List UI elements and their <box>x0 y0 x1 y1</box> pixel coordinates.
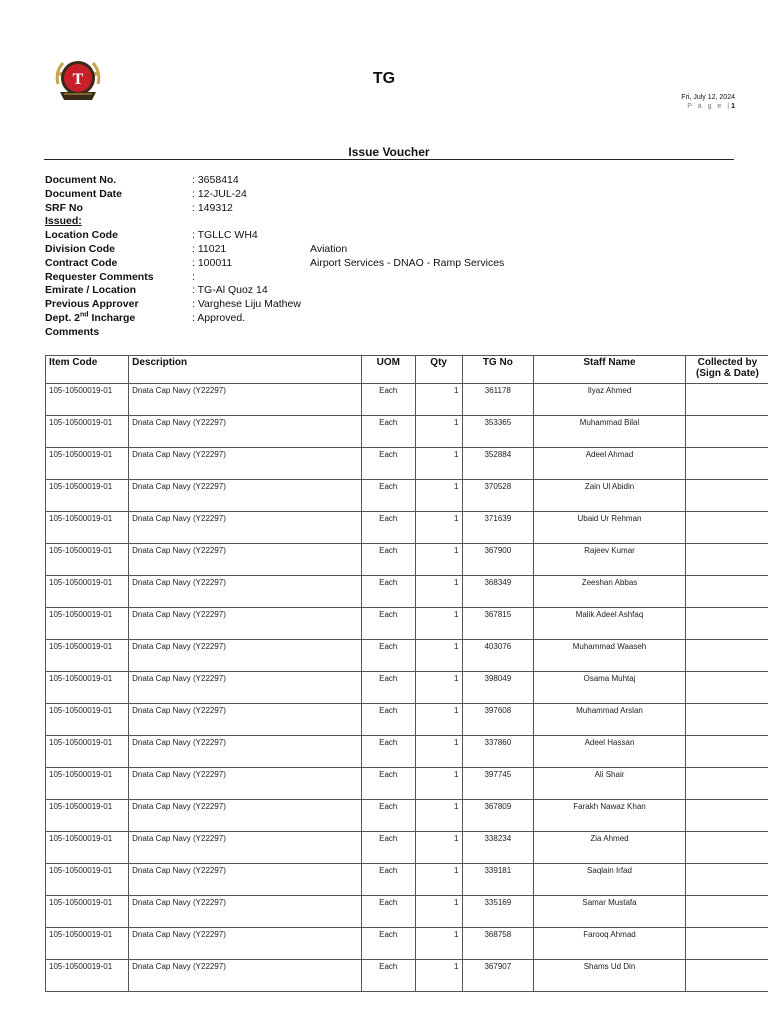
field-label: Comments <box>45 325 100 338</box>
cell-uom: Each <box>361 512 415 544</box>
title-divider <box>44 159 734 160</box>
table-row <box>46 736 768 768</box>
cell-uom: Each <box>361 704 415 736</box>
cell-qty: 1 <box>415 928 462 960</box>
cell-description: Dnata Cap Navy (Y22297) <box>129 608 362 640</box>
table-row <box>46 512 768 544</box>
cell-collected-by <box>685 640 768 672</box>
document-fields <box>45 174 735 340</box>
cell-item-code: 105-10500019-01 <box>46 960 129 992</box>
cell-tg-no: 338234 <box>462 832 534 864</box>
cell-qty: 1 <box>415 768 462 800</box>
header-description: Description <box>129 356 362 384</box>
cell-qty: 1 <box>415 736 462 768</box>
cell-item-code: 105-10500019-01 <box>46 704 129 736</box>
cell-tg-no: 339181 <box>462 864 534 896</box>
header-tg-no: TG No <box>462 356 534 384</box>
print-date: Fri, July 12, 2024 <box>681 94 735 101</box>
label-superscript: nd <box>80 311 89 319</box>
field-value: : Varghese Liju Mathew <box>192 298 301 311</box>
cell-staff-name: Ilyaz Ahmed <box>534 384 686 416</box>
cell-staff-name: Adeel Hassan <box>534 736 686 768</box>
cell-uom: Each <box>361 672 415 704</box>
cell-description: Dnata Cap Navy (Y22297) <box>129 896 362 928</box>
cell-staff-name: Saqlain Irfad <box>534 864 686 896</box>
cell-tg-no: 397745 <box>462 768 534 800</box>
cell-uom: Each <box>361 736 415 768</box>
field-value: : 3658414 <box>192 174 239 186</box>
table-row <box>46 800 768 832</box>
field-label: Previous Approver <box>45 298 139 311</box>
cell-collected-by <box>685 448 768 480</box>
cell-uom: Each <box>361 896 415 928</box>
page-number <box>687 103 735 110</box>
cell-item-code: 105-10500019-01 <box>46 416 129 448</box>
cell-tg-no: 368758 <box>462 928 534 960</box>
field-value: : Approved. <box>192 311 246 324</box>
cell-qty: 1 <box>415 480 462 512</box>
header-collected-line-2: (Sign & Date) <box>696 368 759 379</box>
header-collected-line-1: Collected by <box>697 357 758 368</box>
table-row <box>46 768 768 800</box>
table-row <box>46 608 768 640</box>
cell-staff-name: Osama Muhtaj <box>534 672 686 704</box>
cell-staff-name: Zia Ahmed <box>534 832 686 864</box>
page-number-value: 1 <box>731 103 735 110</box>
field-location-code <box>45 229 735 243</box>
header-uom: UOM <box>361 356 415 384</box>
field-srf-no <box>45 202 735 216</box>
field-division-code <box>45 243 735 257</box>
cell-tg-no: 337860 <box>462 736 534 768</box>
cell-staff-name: Muhammad Waaseh <box>534 640 686 672</box>
cell-tg-no: 367907 <box>462 960 534 992</box>
cell-qty: 1 <box>415 864 462 896</box>
table-row <box>46 928 768 960</box>
cell-description: Dnata Cap Navy (Y22297) <box>129 480 362 512</box>
cell-collected-by <box>685 896 768 928</box>
cell-tg-no: 361178 <box>462 384 534 416</box>
cell-qty: 1 <box>415 512 462 544</box>
table-row <box>46 960 768 992</box>
cell-staff-name: Muhammad Bilal <box>534 416 686 448</box>
table-row <box>46 896 768 928</box>
field-label: Location Code <box>45 229 118 242</box>
cell-tg-no: 397608 <box>462 704 534 736</box>
field-value: : 149312 <box>192 201 233 214</box>
cell-item-code: 105-10500019-01 <box>46 640 129 672</box>
cell-item-code: 105-10500019-01 <box>46 864 129 896</box>
cell-qty: 1 <box>415 640 462 672</box>
field-value: : 11021 <box>192 242 227 255</box>
cell-collected-by <box>685 512 768 544</box>
cell-item-code: 105-10500019-01 <box>46 800 129 832</box>
field-value: : TGLLC WH4 <box>192 229 258 242</box>
issue-items-table <box>45 355 768 992</box>
cell-tg-no: 367809 <box>462 800 534 832</box>
field-comments <box>45 326 735 340</box>
cell-description: Dnata Cap Navy (Y22297) <box>129 736 362 768</box>
cell-uom: Each <box>361 544 415 576</box>
table-row <box>46 864 768 896</box>
cell-item-code: 105-10500019-01 <box>46 448 129 480</box>
cell-tg-no: 367815 <box>462 608 534 640</box>
cell-description: Dnata Cap Navy (Y22297) <box>129 448 362 480</box>
cell-tg-no: 368349 <box>462 576 534 608</box>
cell-description: Dnata Cap Navy (Y22297) <box>129 832 362 864</box>
cell-tg-no: 371639 <box>462 512 534 544</box>
field-document-no <box>45 174 735 188</box>
field-label: SRF No <box>45 201 83 214</box>
cell-collected-by <box>685 864 768 896</box>
cell-item-code: 105-10500019-01 <box>46 896 129 928</box>
field-previous-approver <box>45 298 735 312</box>
cell-qty: 1 <box>415 832 462 864</box>
cell-qty: 1 <box>415 960 462 992</box>
cell-qty: 1 <box>415 384 462 416</box>
cell-qty: 1 <box>415 416 462 448</box>
cell-description: Dnata Cap Navy (Y22297) <box>129 576 362 608</box>
table-header-row <box>46 356 768 384</box>
field-label: Document Date <box>45 187 123 200</box>
cell-description: Dnata Cap Navy (Y22297) <box>129 768 362 800</box>
cell-tg-no: 352884 <box>462 448 534 480</box>
cell-qty: 1 <box>415 800 462 832</box>
svg-text:T: T <box>72 71 84 88</box>
cell-item-code: 105-10500019-01 <box>46 480 129 512</box>
cell-description: Dnata Cap Navy (Y22297) <box>129 672 362 704</box>
label-part: Dept. 2 <box>45 311 81 324</box>
table-row <box>46 576 768 608</box>
cell-collected-by <box>685 480 768 512</box>
cell-staff-name: Muhammad Arslan <box>534 704 686 736</box>
table-row <box>46 640 768 672</box>
cell-collected-by <box>685 672 768 704</box>
cell-uom: Each <box>361 960 415 992</box>
cell-description: Dnata Cap Navy (Y22297) <box>129 416 362 448</box>
cell-tg-no: 370528 <box>462 480 534 512</box>
table-row <box>46 480 768 512</box>
cell-tg-no: 398049 <box>462 672 534 704</box>
cell-description: Dnata Cap Navy (Y22297) <box>129 512 362 544</box>
field-label: Contract Code <box>45 256 118 269</box>
cell-collected-by <box>685 608 768 640</box>
cell-collected-by <box>685 832 768 864</box>
cell-uom: Each <box>361 768 415 800</box>
field-document-date <box>45 188 735 202</box>
field-value: : 100011 <box>192 256 233 269</box>
cell-qty: 1 <box>415 608 462 640</box>
cell-uom: Each <box>361 480 415 512</box>
cell-collected-by <box>685 416 768 448</box>
section-label-issued: Issued: <box>45 215 82 228</box>
cell-collected-by <box>685 928 768 960</box>
cell-staff-name: Adeel Ahmad <box>534 448 686 480</box>
cell-qty: 1 <box>415 704 462 736</box>
table-row <box>46 672 768 704</box>
cell-staff-name: Rajeev Kumar <box>534 544 686 576</box>
cell-staff-name: Ubaid Ur Rehman <box>534 512 686 544</box>
cell-qty: 1 <box>415 544 462 576</box>
cell-collected-by <box>685 384 768 416</box>
field-label: Requester Comments <box>45 270 154 283</box>
cell-staff-name: Malik Adeel Ashfaq <box>534 608 686 640</box>
cell-description: Dnata Cap Navy (Y22297) <box>129 800 362 832</box>
cell-item-code: 105-10500019-01 <box>46 832 129 864</box>
table-row <box>46 448 768 480</box>
cell-description: Dnata Cap Navy (Y22297) <box>129 928 362 960</box>
field-label: Document No. <box>45 174 117 186</box>
cell-uom: Each <box>361 576 415 608</box>
field-value: : 12-JUL-24 <box>192 187 247 200</box>
cell-qty: 1 <box>415 672 462 704</box>
cell-tg-no: 367900 <box>462 544 534 576</box>
cell-collected-by <box>685 800 768 832</box>
field-label: Emirate / Location <box>45 284 137 297</box>
header-item-code: Item Code <box>46 356 129 384</box>
cell-uom: Each <box>361 448 415 480</box>
field-issued <box>45 215 735 229</box>
cell-item-code: 105-10500019-01 <box>46 576 129 608</box>
cell-tg-no: 335169 <box>462 896 534 928</box>
header-qty: Qty <box>415 356 462 384</box>
table-row <box>46 416 768 448</box>
field-label <box>45 312 135 326</box>
cell-description: Dnata Cap Navy (Y22297) <box>129 704 362 736</box>
field-dept-incharge <box>45 312 735 326</box>
cell-staff-name: Zain Ul Abidin <box>534 480 686 512</box>
cell-description: Dnata Cap Navy (Y22297) <box>129 544 362 576</box>
field-label: Division Code <box>45 242 116 255</box>
table-row <box>46 704 768 736</box>
document-title: Issue Voucher <box>348 145 430 159</box>
cell-collected-by <box>685 544 768 576</box>
header-staff-name: Staff Name <box>534 356 686 384</box>
cell-uom: Each <box>361 640 415 672</box>
page-label: P a g e | <box>687 103 732 110</box>
company-name: TG <box>372 70 396 87</box>
cell-tg-no: 403076 <box>462 640 534 672</box>
cell-description: Dnata Cap Navy (Y22297) <box>129 384 362 416</box>
table-row <box>46 544 768 576</box>
cell-collected-by <box>685 960 768 992</box>
table-row <box>46 384 768 416</box>
cell-collected-by <box>685 736 768 768</box>
field-emirate-location <box>45 284 735 298</box>
label-part: Incharge <box>88 311 136 324</box>
cell-staff-name: Samar Mustafa <box>534 896 686 928</box>
cell-collected-by <box>685 768 768 800</box>
header-collected-by <box>685 356 768 384</box>
cell-staff-name: Ali Shair <box>534 768 686 800</box>
cell-collected-by <box>685 704 768 736</box>
cell-uom: Each <box>361 832 415 864</box>
cell-item-code: 105-10500019-01 <box>46 384 129 416</box>
cell-description: Dnata Cap Navy (Y22297) <box>129 640 362 672</box>
cell-staff-name: Shams Ud Din <box>534 960 686 992</box>
cell-uom: Each <box>361 608 415 640</box>
cell-staff-name: Farooq Ahmad <box>534 928 686 960</box>
contract-name: Airport Services - DNAO - Ramp Services <box>310 256 505 269</box>
cell-item-code: 105-10500019-01 <box>46 928 129 960</box>
cell-staff-name: Farakh Nawaz Khan <box>534 800 686 832</box>
division-name: Aviation <box>310 242 348 255</box>
cell-uom: Each <box>361 416 415 448</box>
cell-item-code: 105-10500019-01 <box>46 736 129 768</box>
cell-item-code: 105-10500019-01 <box>46 544 129 576</box>
cell-qty: 1 <box>415 448 462 480</box>
field-contract-code <box>45 257 735 271</box>
cell-collected-by <box>685 576 768 608</box>
cell-item-code: 105-10500019-01 <box>46 672 129 704</box>
cell-qty: 1 <box>415 896 462 928</box>
field-value: : <box>192 270 195 283</box>
cell-uom: Each <box>361 800 415 832</box>
cell-staff-name: Zeeshan Abbas <box>534 576 686 608</box>
cell-item-code: 105-10500019-01 <box>46 608 129 640</box>
table-row <box>46 832 768 864</box>
cell-description: Dnata Cap Navy (Y22297) <box>129 960 362 992</box>
field-value: : TG-Al Quoz 14 <box>192 284 268 297</box>
cell-uom: Each <box>361 864 415 896</box>
cell-qty: 1 <box>415 576 462 608</box>
cell-description: Dnata Cap Navy (Y22297) <box>129 864 362 896</box>
cell-tg-no: 353365 <box>462 416 534 448</box>
cell-uom: Each <box>361 928 415 960</box>
cell-item-code: 105-10500019-01 <box>46 512 129 544</box>
field-requester-comments <box>45 271 735 285</box>
cell-item-code: 105-10500019-01 <box>46 768 129 800</box>
cell-uom: Each <box>361 384 415 416</box>
